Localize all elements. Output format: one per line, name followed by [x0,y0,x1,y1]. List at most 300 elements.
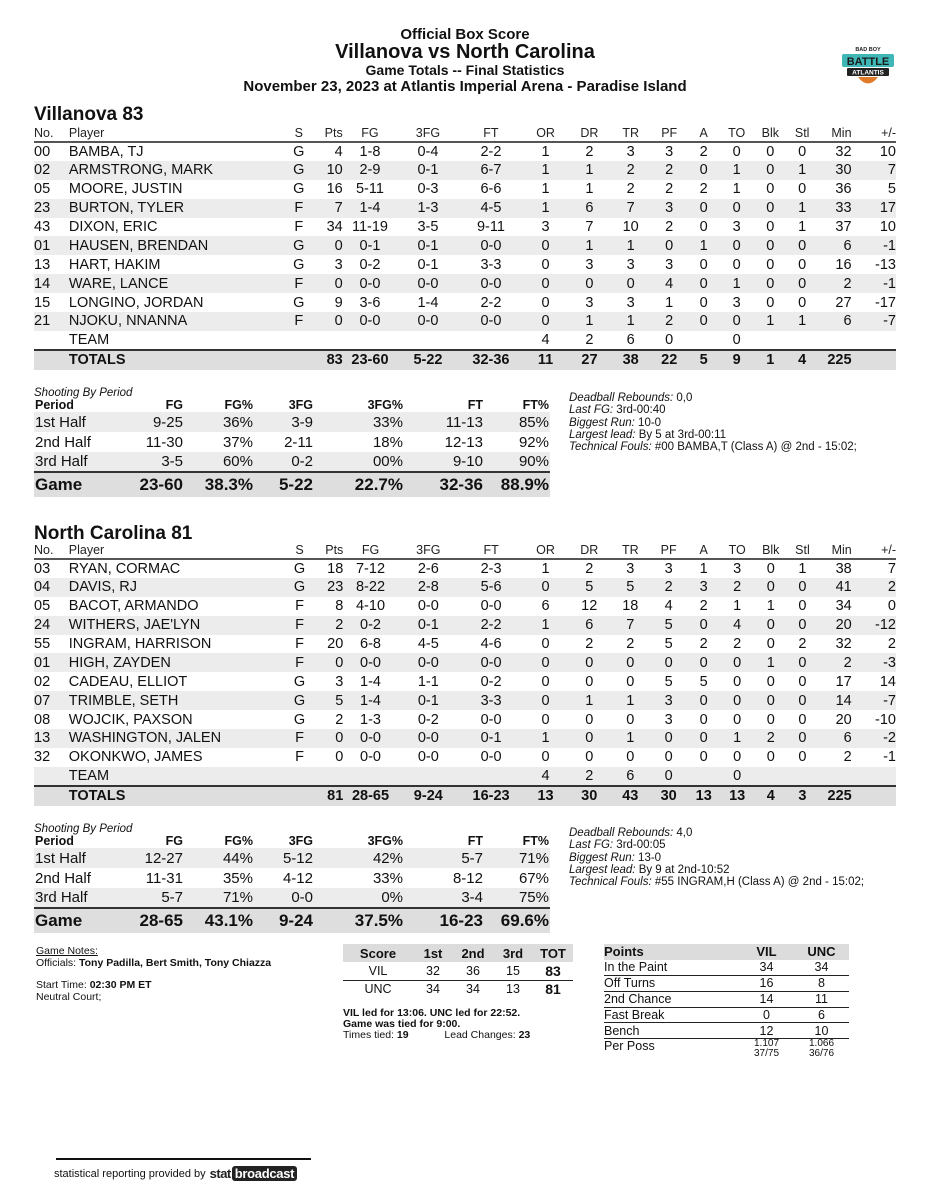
total-pos [285,350,314,370]
total-or: 11 [523,350,568,370]
total-to: 9 [719,350,754,370]
cell-fg: 1-3 [360,711,381,728]
cell-pos: G [293,256,305,273]
cell-pos: G [293,143,305,160]
note-label: Technical Fouls: [569,441,652,454]
cell-3fg: 0-1 [417,256,439,273]
cell-plus-minus [852,767,896,786]
player-row [34,578,896,597]
points-header: VIL [739,944,794,960]
cell-no: 23 [34,199,69,218]
cell-pf: 5 [650,616,688,635]
cell-a: 0 [688,312,719,331]
shooting-cell: 2nd Half [35,433,91,451]
cell-tr: 3 [626,560,635,577]
cell-no: 07 [34,691,69,710]
cell-tr: 18 [622,598,639,615]
shooting-cell: 12-13 [444,433,483,451]
shooting-caption-north-carolina: Shooting By Period [34,823,133,835]
points-row [604,976,849,992]
cell-stl: 0 [787,274,818,293]
cell-3fg [398,767,459,786]
shooting-period-row [34,888,550,908]
cell-fg: 6-8 [360,636,381,652]
cell-pf: 0 [664,749,673,766]
score-by-period-table [343,944,573,998]
cell-3fg: 2-8 [398,578,459,597]
cell-fg: 0-0 [360,749,381,766]
shooting-cell: 92% [518,433,549,451]
shooting-header: FG% [224,834,253,848]
cell-pts: 2 [335,711,344,728]
cell-to: 2 [720,578,754,597]
cell-pos: G [285,161,314,180]
cell-pos: G [285,691,313,710]
cell-pos: F [285,312,314,331]
cell-pts: 0 [313,274,343,293]
shooting-header: FT [467,834,483,848]
cell-pos: F [295,749,304,766]
total-3fg: 9-24 [398,786,459,806]
cell-blk [754,767,787,786]
cell-or: 0 [541,673,550,690]
cell-pts: 23 [314,578,344,597]
cell-3fg: 0-1 [398,691,459,710]
cell-a: 0 [687,653,720,672]
cell-plus-minus: -1 [883,749,896,766]
cell-tr: 10 [622,219,639,235]
cell-min: 33 [818,199,852,218]
cell-fg: 0-0 [343,729,397,748]
cell-pts: 20 [327,636,344,652]
logo-basketball-icon [858,77,878,84]
game-notes-title: Game Notes: [36,945,98,957]
matchup-title: Villanova vs North Carolina [335,41,595,63]
cell-pf: 4 [650,274,688,293]
cell-pts: 0 [313,312,343,331]
report-header [0,26,930,95]
cell-pf: 3 [664,711,673,728]
cell-no [34,331,69,350]
points-cell: 0 [739,1007,794,1023]
cell-pf: 0 [650,236,688,255]
cell-stl: 0 [798,294,807,311]
shooting-cell: 9-10 [404,452,484,472]
cell-stl: 0 [798,749,807,766]
cell-or: 0 [541,294,550,311]
shooting-game-cell: Game [34,472,114,497]
total-fg: 28-65 [343,786,397,806]
cell-to: 1 [733,598,742,615]
cell-no: 55 [34,636,51,652]
lead-changes-label: Lead Changes: [444,1029,519,1041]
cell-no: 01 [34,653,69,672]
shooting-cell: 11-13 [404,412,484,432]
note-value: By 5 at 3rd-00:11 [635,428,727,441]
cell-stl: 0 [787,691,818,710]
player-row [34,218,896,237]
cell-or: 0 [523,691,568,710]
points-cell: 6 [794,1007,849,1023]
total-3fg: 5-22 [397,350,458,370]
cell-min: 20 [835,711,852,728]
column-header-no: No. [34,125,69,142]
column-header-plus-minus: +/- [852,542,896,559]
cell-a: 0 [687,691,720,710]
cell-or: 1 [541,560,550,577]
cell-or: 6 [541,598,550,615]
cell-ft: 0-0 [459,274,523,293]
game-notes [36,946,271,1003]
cell-ft: 0-2 [480,673,502,690]
cell-no [34,767,69,786]
note-label: Biggest Run: [569,416,635,429]
cell-stl: 0 [798,143,807,160]
cell-dr: 2 [568,767,611,786]
shooting-header: FG [165,834,183,848]
shooting-cell: 9-25 [114,412,184,432]
cell-min: 41 [818,578,852,597]
cell-fg: 1-4 [343,691,397,710]
cell-pos: G [293,711,306,728]
shooting-game-cell: 28-65 [114,908,184,933]
player-row [34,255,896,274]
cell-blk: 1 [754,312,787,331]
cell-blk: 0 [766,636,775,652]
total-stl: 3 [787,786,818,806]
points-cell: Fast Break [604,1007,739,1023]
note-label: Deadball Rebounds: [569,392,674,404]
cell-player: WOJCIK, PAXSON [68,711,193,728]
shooting-cell: 90% [484,452,550,472]
cell-a: 5 [699,673,708,690]
shooting-cell: 2-11 [284,433,313,451]
cell-tr: 0 [626,673,635,690]
cell-dr: 1 [585,181,594,198]
cell-plus-minus: -10 [875,711,896,728]
note-line [569,392,857,404]
cell-min: 27 [835,294,852,311]
cell-stl: 0 [798,711,807,728]
cell-ft: 6-7 [459,161,523,180]
cell-tr: 3 [626,294,635,311]
cell-tr: 7 [611,199,650,218]
cell-ft: 3-3 [480,256,502,273]
column-header-plus-minus: +/- [852,125,896,142]
cell-blk: 0 [754,616,787,635]
shooting-cell: 8-12 [452,869,483,887]
points-cell: 12 [739,1023,794,1039]
cell-pf: 2 [665,181,674,198]
column-header-a: A [687,542,720,559]
cell-a: 0 [699,219,708,235]
total-player: TOTALS [69,786,286,806]
cell-player: INGRAM, HARRISON [68,636,212,652]
cell-plus-minus: -1 [852,236,896,255]
box-header-row [34,125,896,142]
cell-dr: 6 [568,616,611,635]
cell-to: 0 [733,673,742,690]
cell-pos [285,767,313,786]
cell-ft: 0-0 [459,312,523,331]
score-row [343,962,573,980]
score-header: 2nd [453,944,493,962]
note-value: #00 BAMBA,T (Class A) @ 2nd - 15:02; [651,441,857,454]
cell-blk: 0 [766,673,775,690]
total-min: 225 [818,350,852,370]
cell-stl: 1 [787,312,818,331]
cell-ft [459,767,523,786]
note-line [569,441,857,453]
shooting-cell: 3-5 [114,452,184,472]
cell-to: 0 [720,653,754,672]
total-ft: 16-23 [459,786,523,806]
cell-a: 0 [699,256,708,273]
player-row [34,236,896,255]
column-header-a: A [688,125,719,142]
cell-player: BACOT, ARMANDO [68,598,199,615]
cell-tr: 6 [626,331,635,348]
cell-stl: 1 [798,560,807,577]
shooting-header: FG% [224,398,253,412]
cell-plus-minus: 2 [852,578,896,597]
shooting-game-cell: 37.5% [314,908,404,933]
cell-fg [343,331,398,350]
cell-min: 2 [818,274,852,293]
logo-text-battle: BATTLE [846,56,890,68]
shooting-period-row [34,452,550,472]
cell-ft: 0-0 [459,653,523,672]
cell-pos: G [293,673,306,690]
score-header: 1st [413,944,453,962]
cell-fg: 1-4 [343,199,398,218]
lead-changes-value: 23 [518,1029,531,1041]
note-label: Largest lead: [569,428,636,441]
column-header-dr: DR [568,125,611,142]
score-cell: 13 [506,982,520,997]
column-header-min: Min [818,125,852,142]
totals-row [34,350,896,370]
cell-pts: 9 [334,294,343,311]
total-dr: 30 [568,786,611,806]
cell-no: 32 [34,749,51,766]
note-line [569,404,857,416]
note-value: 13-0 [634,851,662,864]
cell-pts [314,767,344,786]
note-value: By 9 at 2nd-10:52 [635,863,730,876]
cell-pf: 3 [664,560,673,577]
player-row [34,729,896,748]
cell-ft: 6-6 [480,181,502,198]
column-header-pts: Pts [314,542,344,559]
note-value: #55 INGRAM,H (Class A) @ 2nd - 15:02; [651,876,865,889]
cell-a: 2 [699,598,708,615]
shooting-period-row [34,848,550,868]
shooting-cell: 60% [184,452,254,472]
logo-broadcast: broadcast [232,1166,297,1181]
cell-3fg: 0-0 [398,653,459,672]
cell-player: HIGH, ZAYDEN [69,653,286,672]
cell-tr: 1 [611,236,650,255]
score-cell: VIL [343,962,413,980]
cell-ft: 2-2 [480,294,502,311]
statbroadcast-logo [210,1166,298,1181]
shooting-header: FT [467,398,483,412]
total-min: 225 [818,786,852,806]
shooting-cell: 5-7 [404,848,484,868]
cell-pf: 3 [650,199,688,218]
cell-a: 1 [688,236,719,255]
cell-pts: 0 [335,749,344,766]
officials-line [36,958,271,970]
cell-blk: 0 [766,219,775,235]
cell-or: 0 [523,312,568,331]
score-header: 3rd [493,944,533,962]
cell-player: DIXON, ERIC [68,219,158,235]
cell-min: 38 [835,560,852,577]
note-value: 10-0 [634,416,662,429]
cell-tr: 1 [611,729,650,748]
cell-ft [459,331,523,350]
cell-fg [343,767,397,786]
cell-pts: 10 [313,161,343,180]
cell-blk: 0 [754,691,787,710]
total-blk: 4 [754,786,787,806]
note-line [569,827,864,839]
note-line [569,429,857,441]
box-header-row [34,542,896,559]
cell-min [818,331,852,350]
points-cell: 8 [794,976,849,992]
shooting-period-row [34,868,550,888]
cell-pos: F [285,616,313,635]
cell-tr: 1 [611,312,650,331]
cell-no: 01 [34,236,69,255]
score-cell: 34 [426,982,440,997]
column-header-pts: Pts [313,125,343,142]
cell-to: 0 [732,331,741,348]
cell-blk: 1 [754,653,787,672]
column-header-no: No. [34,542,69,559]
cell-dr: 1 [568,691,611,710]
player-row [34,616,896,635]
cell-ft: 0-0 [480,711,502,728]
per-poss-row [604,1039,849,1060]
column-header-pf: PF [650,125,688,142]
column-header-or: OR [523,125,568,142]
per-poss-label: Per Poss [604,1039,655,1054]
cell-to: 0 [719,236,754,255]
shooting-cell: 0% [314,888,404,908]
cell-no: 15 [34,294,51,311]
player-row [34,653,896,672]
cell-or: 0 [541,711,550,728]
cell-no: 14 [34,274,69,293]
cell-fg: 5-11 [355,181,384,198]
player-row [34,199,896,218]
cell-pts: 16 [326,181,343,198]
total-tr: 43 [611,786,650,806]
total-to: 13 [720,786,754,806]
cell-tr: 2 [611,161,650,180]
total-or: 13 [523,786,568,806]
start-time-line [36,980,271,992]
total-player: TOTALS [69,350,285,370]
cell-3fg: 4-5 [417,636,439,652]
cell-pts: 8 [335,598,344,615]
cell-plus-minus: -7 [852,312,896,331]
cell-to: 4 [720,616,754,635]
per-poss-unc [794,1039,849,1060]
cell-pf: 5 [664,673,673,690]
shooting-cell: 85% [484,412,550,432]
cell-min: 2 [843,749,852,766]
note-label: Last FG: [569,404,614,417]
note-line [569,852,864,864]
times-tied-value: 19 [396,1029,409,1041]
cell-dr: 0 [585,673,594,690]
cell-tr: 7 [611,616,650,635]
column-header-ft: FT [459,542,523,559]
cell-min: 14 [818,691,852,710]
footer-credit: statistical reporting provided by [54,1167,206,1180]
total-stl: 4 [787,350,818,370]
cell-a [688,331,719,350]
player-row [34,180,896,199]
cell-tr: 0 [626,749,635,766]
cell-tr: 6 [611,767,650,786]
total-pf: 22 [650,350,688,370]
cell-blk: 0 [754,274,787,293]
column-header-ft: FT [459,125,523,142]
box-score-villanova [34,125,896,370]
cell-pos: G [285,236,314,255]
lead-durations: VIL led for 13:06. UNC led for 22:52. [343,1007,521,1019]
lead-info [343,1008,530,1041]
cell-or: 0 [541,256,550,273]
player-row [34,691,896,710]
totals-row [34,786,896,806]
cell-dr: 7 [585,219,594,235]
points-cell: In the Paint [604,960,739,976]
cell-a: 0 [688,199,719,218]
cell-pts: 7 [313,199,343,218]
per-poss-value: 1.107 [753,1038,780,1050]
player-row [34,559,896,578]
cell-a: 0 [699,294,708,311]
cell-stl: 0 [798,673,807,690]
cell-pos: G [293,560,306,577]
cell-plus-minus: -1 [852,274,896,293]
cell-min: 32 [835,143,852,160]
cell-pos: F [285,199,314,218]
cell-player: RYAN, CORMAC [68,560,181,577]
shooting-game-cell: 88.9% [484,472,550,497]
total-no [34,786,69,806]
cell-to: 0 [719,199,754,218]
cell-stl: 1 [787,161,818,180]
shooting-cell: 44% [184,848,254,868]
logo-text-top: BAD BOY [855,47,881,53]
cell-player: WASHINGTON, JALEN [69,729,286,748]
cell-to: 0 [719,312,754,331]
cell-dr: 1 [568,312,611,331]
cell-min: 2 [818,653,852,672]
cell-pf: 0 [650,653,688,672]
cell-min: 17 [835,673,852,690]
points-header: UNC [794,944,849,960]
score-header: TOT [533,944,573,962]
